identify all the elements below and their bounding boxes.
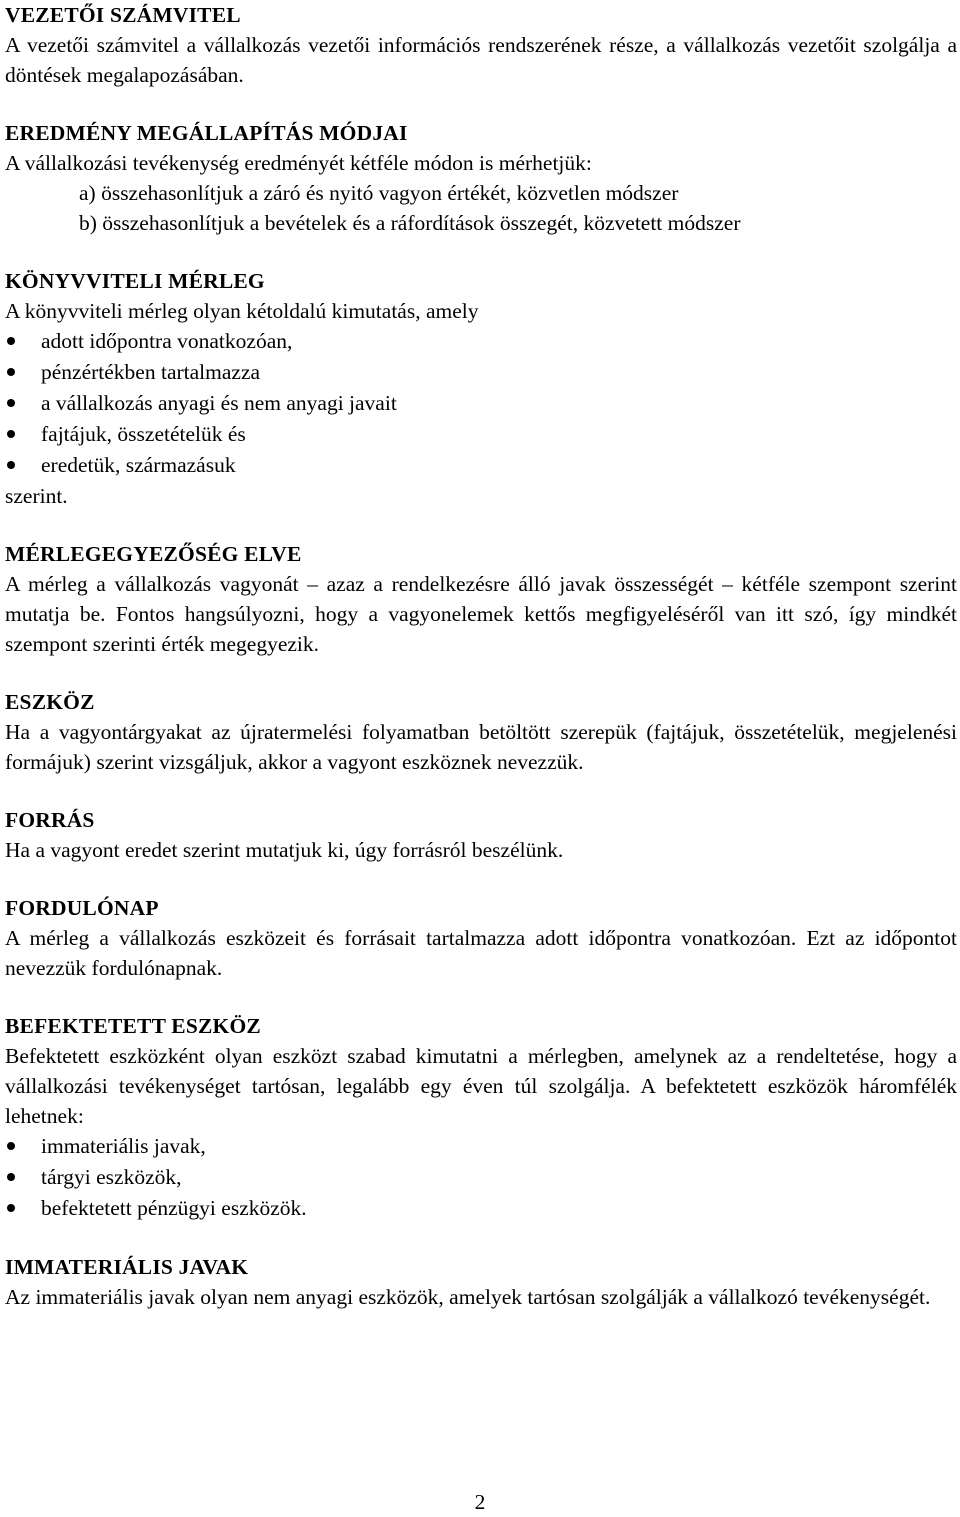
section-immaterialis-javak (5, 1252, 957, 1312)
bullet-icon (7, 1142, 15, 1150)
bullet-list (5, 326, 957, 481)
section-body: Ha a vagyontárgyakat az újratermelési folyamatban betöltött szerepük (fajtájuk, összetételük, megjelenési formájuk) szerint vizsgáljuk, akkor a vagyont eszköznek nevezzük. (5, 720, 957, 774)
section-merlegegyezoseg-elve (5, 539, 957, 659)
section-title: VEZETŐI SZÁMVITEL (5, 3, 241, 27)
document-page (5, 0, 957, 1312)
section-eredmeny-megallapitas (5, 118, 957, 238)
list-item: adott időpontra vonatkozóan, (5, 326, 957, 357)
section-body: A vezetői számvitel a vállalkozás vezetői információs rendszerének része, a vállalkozás vezetőit szolgálja a döntések megalapozásában. (5, 33, 957, 87)
section-title: MÉRLEGEGYEZŐSÉG ELVE (5, 542, 302, 566)
section-befektetett-eszkoz (5, 1011, 957, 1224)
page-number: 2 (474, 1490, 486, 1514)
section-title: IMMATERIÁLIS JAVAK (5, 1255, 249, 1279)
section-fordulonap (5, 893, 957, 983)
list-item: b) összehasonlítjuk a bevételek és a ráfordítások összegét, közvetett módszer (79, 211, 741, 235)
bullet-list (5, 1131, 957, 1224)
section-body: A mérleg a vállalkozás eszközeit és forrásait tartalmazza adott időpontra vonatkozóan. Ezt az időpontot nevezzük fordulónapnak. (5, 926, 957, 980)
section-body: Ha a vagyont eredet szerint mutatjuk ki, úgy forrásról beszélünk. (5, 838, 564, 862)
section-eszkoz (5, 687, 957, 777)
list-item: fajtájuk, összetételük és (5, 419, 957, 450)
list-item: befektetett pénzügyi eszközök. (5, 1193, 957, 1224)
section-title: ESZKÖZ (5, 690, 95, 714)
section-vezetoi-szamvitel (5, 0, 957, 90)
bullet-icon (7, 1173, 15, 1181)
section-body: A mérleg a vállalkozás vagyonát – azaz a rendelkezésre álló javak összességét – kétféle szempont szerint mutatja be. Fontos hangsúlyozni, hogy a vagyonelemek kettős megfigyeléséről van itt szó, így mindkét szempont szerinti érték megegyezik. (5, 572, 957, 656)
bullet-icon (7, 430, 15, 438)
section-body: Az immateriális javak olyan nem anyagi eszközök, amelyek tartósan szolgálják a vállalkozó tevékenységét. (5, 1285, 931, 1309)
list-item: eredetük, származásuk (5, 450, 957, 481)
section-closing: szerint. (5, 484, 68, 508)
section-title: FORDULÓNAP (5, 896, 159, 920)
bullet-icon (7, 461, 15, 469)
section-konyvviteli-merleg (5, 266, 957, 511)
list-item: a vállalkozás anyagi és nem anyagi javait (5, 388, 957, 419)
section-forras (5, 805, 957, 865)
list-item: pénzértékben tartalmazza (5, 357, 957, 388)
section-title: KÖNYVVITELI MÉRLEG (5, 269, 265, 293)
section-body: A vállalkozási tevékenység eredményét kétféle módon is mérhetjük: (5, 151, 592, 175)
list-item: immateriális javak, (5, 1131, 957, 1162)
section-title: EREDMÉNY MEGÁLLAPÍTÁS MÓDJAI (5, 121, 408, 145)
bullet-icon (7, 399, 15, 407)
list-item: tárgyi eszközök, (5, 1162, 957, 1193)
section-body: A könyvviteli mérleg olyan kétoldalú kimutatás, amely (5, 299, 479, 323)
section-title: FORRÁS (5, 808, 95, 832)
section-title: BEFEKTETETT ESZKÖZ (5, 1014, 261, 1038)
bullet-icon (7, 368, 15, 376)
bullet-icon (7, 337, 15, 345)
list-item: a) összehasonlítjuk a záró és nyitó vagyon értékét, közvetlen módszer (79, 181, 679, 205)
bullet-icon (7, 1204, 15, 1212)
section-body: Befektetett eszközként olyan eszközt szabad kimutatni a mérlegben, amelynek az a rendeltetése, hogy a vállalkozási tevékenységet tartósan, legalább egy éven túl szolgálja. A befektetett eszközök háromfélék lehetnek: (5, 1044, 957, 1128)
